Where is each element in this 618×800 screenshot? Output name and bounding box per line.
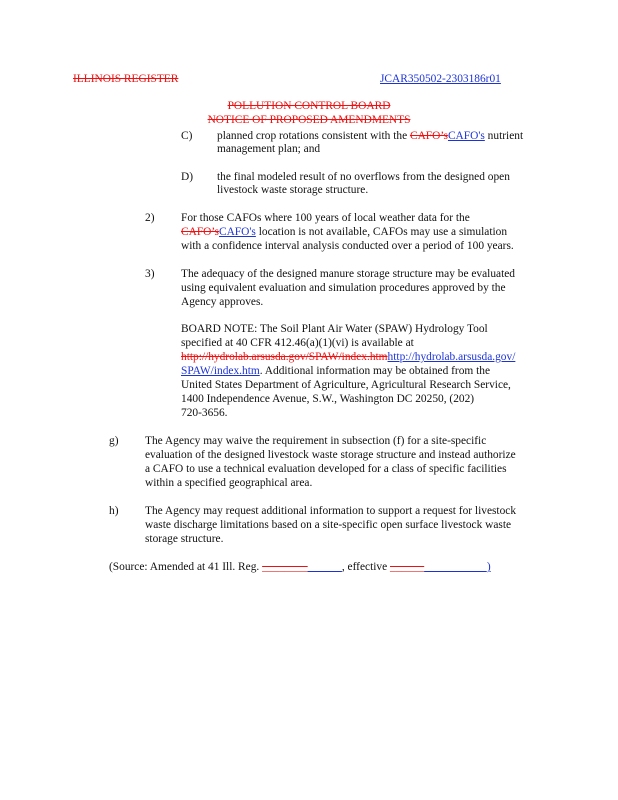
item-c-text-a: planned crop rotations consistent with the (217, 130, 410, 142)
item-3-line1: The adequacy of the designed manure storage structure may be evaluated (181, 268, 515, 280)
deleted-url: http://hydrolab.arsusda.gov/SPAW/index.htm (181, 351, 388, 363)
inserted-url-part1[interactable]: http://hydrolab.arsusda.gov/ (387, 351, 516, 363)
board-note-text: . Additional information may be obtained from the (259, 365, 491, 377)
register-header: ILLINOIS REGISTER (73, 73, 179, 85)
item-3-label: 3) (145, 268, 155, 280)
item-g-label: g) (109, 435, 119, 447)
item-3-line2: using equivalent evaluation and simulation procedures approved by the (181, 282, 506, 294)
item-c-label: C) (181, 130, 193, 142)
inserted-url-part2[interactable]: SPAW/index.htm (181, 365, 260, 377)
item-g-line4: within a specified geographical area. (145, 477, 313, 489)
board-note-line4 (181, 365, 490, 379)
item-h-line1: The Agency may request additional information to support a request for livestock (145, 505, 517, 517)
item-c-deleted: CAFO’s (409, 130, 448, 142)
jcar-code: JCAR350502-2303186r01 (380, 73, 501, 85)
item-g-line3: a CAFO to use a technical evaluation developed for a class of specific facilities (145, 463, 507, 475)
board-note-line2: specified at 40 CFR 412.46(a)(1)(vi) is available at (181, 337, 414, 349)
board-note-line5: United States Department of Agriculture, Agricultural Research Service, (181, 379, 511, 391)
item-h-label: h) (109, 505, 119, 517)
source-text-b: , effective (341, 561, 391, 573)
source-blank2-inserted: ___________) (424, 561, 491, 573)
notice-title: NOTICE OF PROPOSED AMENDMENTS (207, 114, 411, 126)
item-3-line3: Agency approves. (181, 296, 264, 308)
item-2-text: location is not available, CAFOs may use a simulation (255, 226, 508, 238)
item-2-line3: with a confidence interval analysis conducted over a period of 100 years. (181, 240, 514, 252)
agency-title: POLLUTION CONTROL BOARD (227, 100, 391, 112)
source-note (109, 561, 491, 575)
source-blank2-deleted: ______ (390, 561, 425, 573)
source-blank1-deleted: ________ (262, 561, 308, 573)
source-blank1-inserted: ______ (307, 561, 342, 573)
source-text-a: (Source: Amended at 41 Ill. Reg. (109, 561, 263, 573)
item-2-line2 (181, 226, 507, 240)
item-2-inserted: CAFO's (218, 226, 256, 238)
item-2-label: 2) (145, 212, 155, 224)
item-2-deleted: CAFO’s (181, 226, 219, 238)
board-note-line6: 1400 Independence Avenue, S.W., Washington DC 20250, (202) (181, 393, 475, 405)
board-note-line7: 720-3656. (181, 407, 228, 419)
item-g-line1: The Agency may waive the requirement in subsection (f) for a site-specific (145, 435, 487, 447)
item-c-inserted: CAFO's (447, 130, 485, 142)
item-h-line3: storage structure. (145, 533, 224, 545)
item-c-text-b: nutrient (484, 130, 524, 142)
item-d-line2: livestock waste storage structure. (217, 184, 369, 196)
item-d-line1: the final modeled result of no overflows from the designed open (217, 171, 510, 183)
item-c-line1 (217, 130, 523, 144)
item-g-line2: evaluation of the designed livestock waste storage structure and instead authorize (145, 449, 516, 461)
item-2-line1: For those CAFOs where 100 years of local weather data for the (181, 212, 470, 224)
board-note-line1: BOARD NOTE: The Soil Plant Air Water (SPAW) Hydrology Tool (181, 323, 488, 335)
item-c-line2: management plan; and (217, 143, 321, 155)
board-note-line3 (181, 351, 515, 365)
item-h-line2: waste discharge limitations based on a site-specific open surface livestock waste (145, 519, 512, 531)
item-d-label: D) (181, 171, 194, 183)
